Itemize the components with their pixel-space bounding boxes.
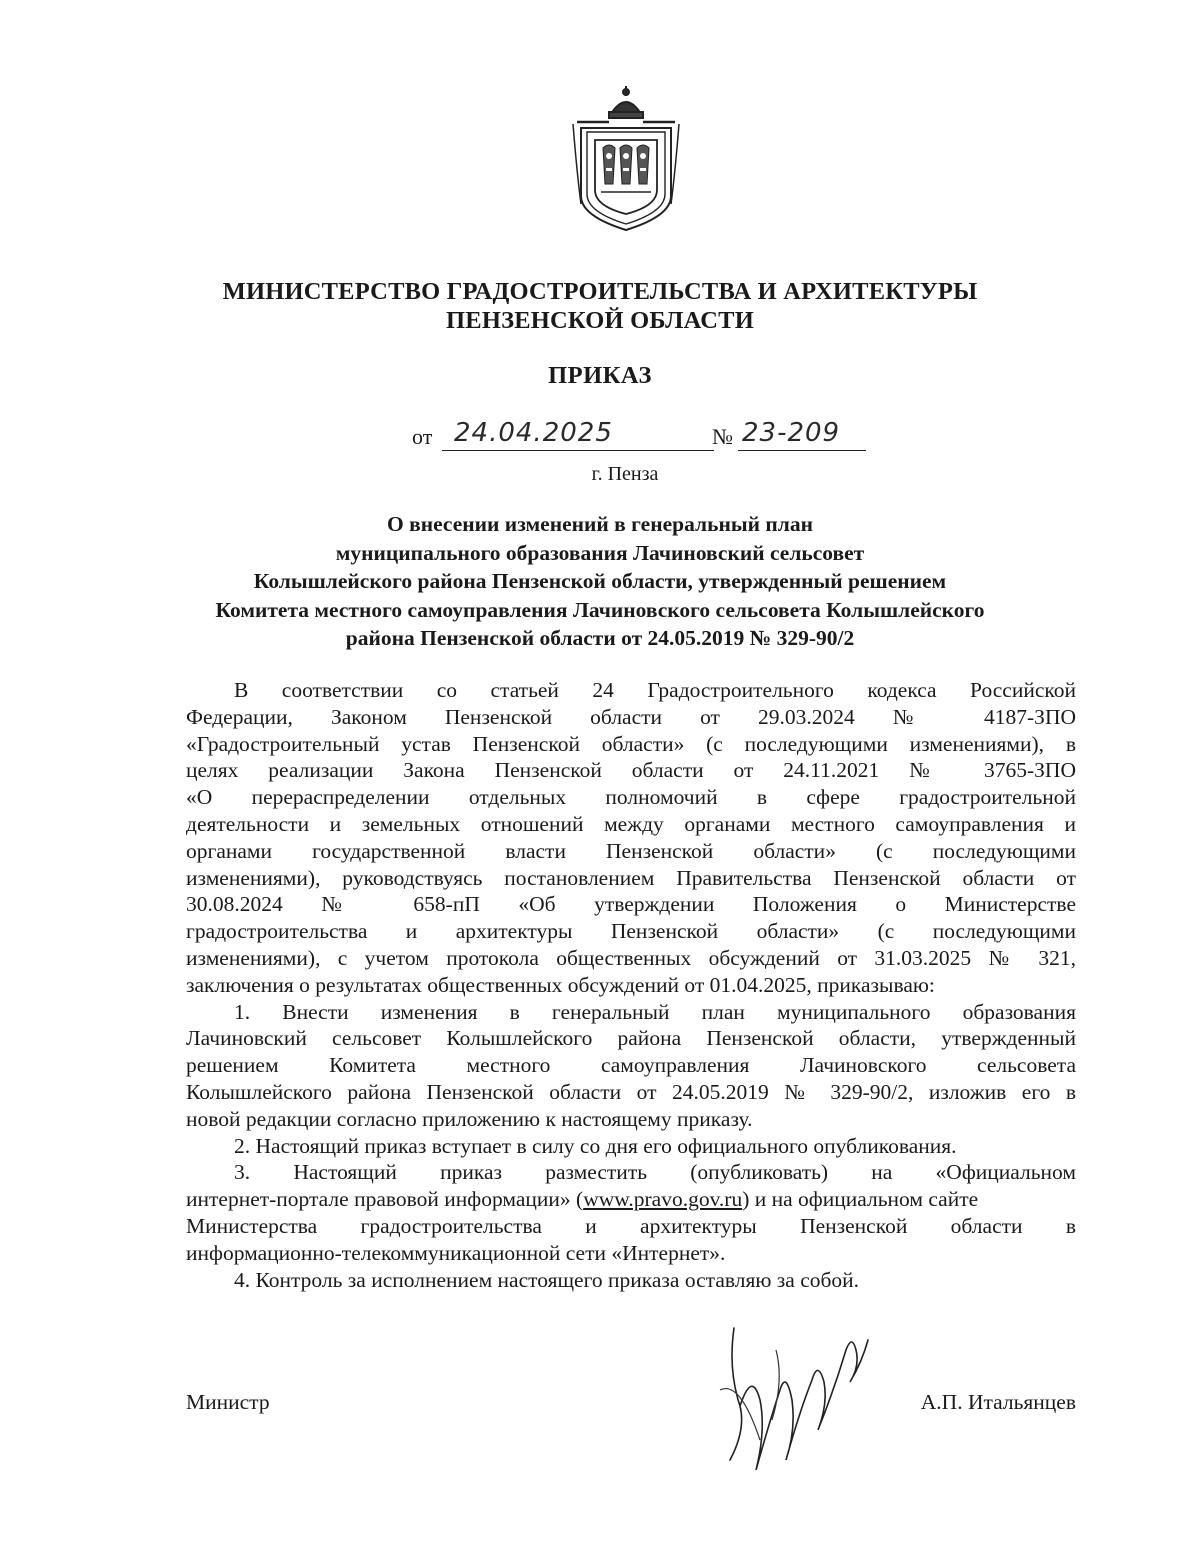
subject-line: района Пензенской области от 24.05.2019 № 329-90/2: [345, 626, 855, 651]
pravo-gov-link[interactable]: www.pravo.gov.ru: [583, 1187, 743, 1212]
preamble-line: 30.08.2024 № 658-пП «Об утверждении Положения о Министерстве: [186, 892, 1076, 917]
signer-name: А.П. Итальянцев: [920, 1390, 1076, 1414]
city-label: г. Пенза: [591, 463, 659, 485]
handwritten-number: 23-209: [742, 418, 841, 448]
subject-line: Колышлейского района Пензенской области, утвержденный решением: [253, 569, 947, 594]
subject-line: О внесении изменений в генеральный план: [387, 512, 813, 536]
item3-text-after-link: ) и на официальном сайте: [742, 1187, 979, 1212]
preamble-line: Федерации, Законом Пензенской области от 29.03.2024 № 4187-ЗПО: [186, 704, 1076, 729]
item1-line: новой редакции согласно приложению к настоящему приказу.: [186, 1106, 753, 1131]
order-body: [186, 677, 1076, 1293]
preamble-line: деятельности и земельных отношений между органами местного самоуправления и: [186, 811, 1076, 836]
preamble-line: «О перераспределении отдельных полномочий в сфере градостроительной: [186, 785, 1076, 810]
coat-of-arms-emblem: [567, 84, 685, 234]
item3-text-before-link: интернет-портале правовой информации» (: [186, 1187, 584, 1212]
ministry-name-line2: ПЕНЗЕНСКОЙ ОБЛАСТИ: [446, 307, 754, 334]
preamble-line: В соответствии со статьей 24 Градостроительного кодекса Российской: [234, 678, 1076, 702]
preamble-line: изменениями), руководствуясь постановлением Правительства Пензенской области от: [186, 865, 1076, 890]
preamble-line: органами государственной власти Пензенской области» (с последующими: [186, 838, 1076, 863]
item1-line: 1. Внести изменения в генеральный план муниципального образования: [234, 999, 1076, 1024]
ministry-name-line1: МИНИСТЕРСТВО ГРАДОСТРОИТЕЛЬСТВА И АРХИТЕКТУРЫ: [222, 278, 978, 305]
item3-line: [186, 1186, 1076, 1213]
preamble-line: заключения о результатах общественных обсуждений от 01.04.2025, приказываю:: [186, 972, 935, 997]
order-subject: [150, 510, 1050, 653]
preamble-line: градостроительства и архитектуры Пензенской области» (с последующими: [186, 919, 1076, 944]
number-field: [738, 418, 866, 451]
item4-text: 4. Контроль за исполнением настоящего приказа оставляю за собой.: [234, 1267, 860, 1292]
item3-line: информационно-телекоммуникационной сети «Интернет».: [186, 1240, 726, 1265]
date-field: [442, 418, 714, 451]
item2-text: 2. Настоящий приказ вступает в силу со дня его официального опубликования.: [234, 1133, 957, 1158]
subject-line: муниципального образования Лачиновский сельсовет: [335, 540, 865, 565]
item3-line: 3. Настоящий приказ разместить (опубликовать) на «Официальном: [234, 1160, 1076, 1185]
item1-line: Колышлейского района Пензенской области от 24.05.2019 № 329-90/2, изложив его в: [186, 1079, 1076, 1104]
item1-line: решением Комитета местного самоуправления Лачиновского сельсовета: [186, 1053, 1076, 1078]
preamble-line: изменениями), с учетом протокола общественных обсуждений от 31.03.2025 № 321,: [186, 945, 1076, 970]
handwritten-signature: [700, 1310, 870, 1480]
item3-line: Министерства градостроительства и архитектуры Пензенской области в: [186, 1213, 1076, 1238]
signer-title: Министр: [186, 1390, 270, 1414]
handwritten-date: 24.04.2025: [454, 418, 613, 448]
preamble-line: целях реализации Закона Пензенской области от 24.11.2021 № 3765-ЗПО: [186, 758, 1076, 783]
date-prefix: от: [412, 424, 433, 449]
subject-line: Комитета местного самоуправления Лачиновского сельсовета Колышлейского: [215, 597, 985, 622]
number-prefix: №: [712, 424, 733, 449]
document-type-title: ПРИКАЗ: [548, 362, 652, 389]
preamble-line: «Градостроительный устав Пензенской области» (с последующими изменениями), в: [186, 731, 1076, 756]
item1-line: Лачиновский сельсовет Колышлейского района Пензенской области, утвержденный: [186, 1026, 1076, 1051]
